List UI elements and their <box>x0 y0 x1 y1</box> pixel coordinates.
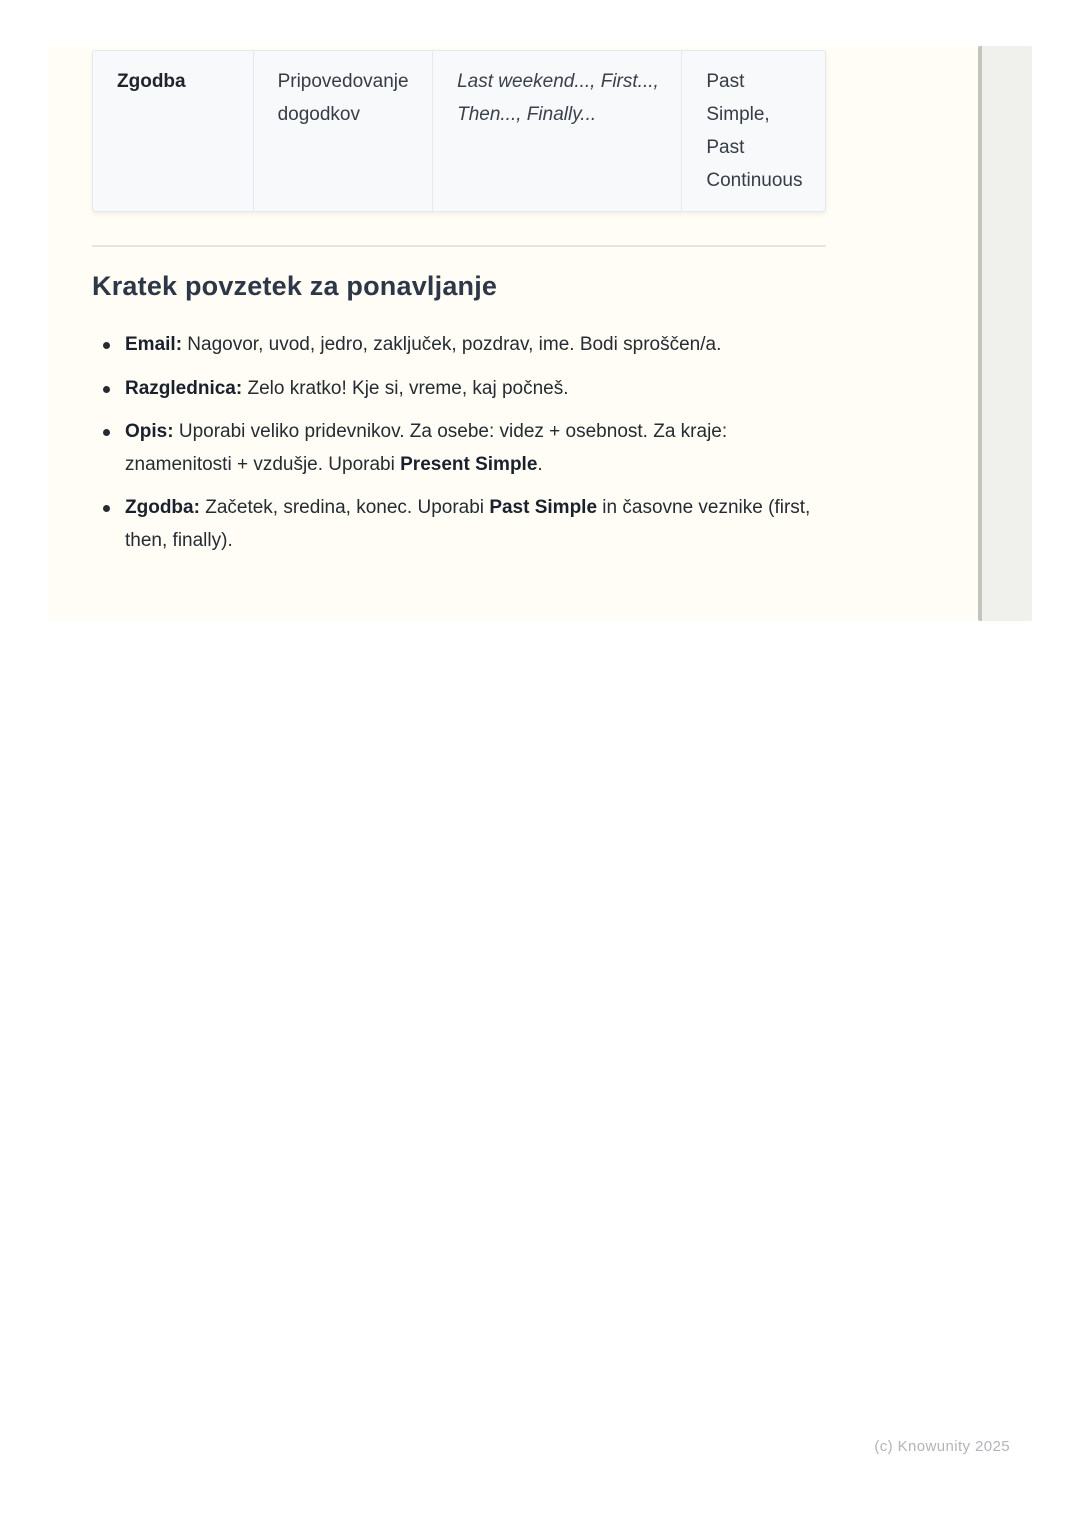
table-cell-tenses-text: Past Simple, Past Continuous <box>706 71 803 191</box>
list-item-zgodba-text-2: in časovne veznike (first, then, finally). <box>125 497 811 551</box>
list-item-razglednica <box>92 373 832 406</box>
text-types-table <box>92 50 826 212</box>
list-item-razglednica-label: Razglednica: <box>125 377 243 399</box>
table-cell-phrases-text: Last weekend..., First..., Then..., Finally... <box>457 71 659 125</box>
list-item-zgodba <box>92 492 832 557</box>
list-item-opis-text-2: . <box>537 453 543 475</box>
list-item-opis-label: Opis: <box>125 421 174 442</box>
section-divider <box>92 245 826 247</box>
list-item-zgodba-text-1: Začetek, sredina, konec. Uporabi <box>199 497 490 518</box>
content-panel <box>48 46 978 621</box>
table-cell-phrases <box>433 51 682 211</box>
list-item-email <box>92 329 832 362</box>
table-cell-type <box>93 51 254 211</box>
list-item-opis <box>92 416 832 481</box>
list-item-zgodba-label: Zgodba: <box>125 497 200 518</box>
list-item-email-label: Email: <box>125 334 183 355</box>
list-item-zgodba-bold-tense: Past Simple <box>489 497 598 518</box>
table-cell-type-text: Zgodba <box>117 71 186 92</box>
table-cell-tenses <box>682 51 825 211</box>
summary-list <box>92 329 832 557</box>
scrollbar-track[interactable] <box>978 46 1032 621</box>
list-item-opis-bold-tense: Present Simple <box>400 453 538 475</box>
table-cell-purpose <box>254 51 434 211</box>
list-item-email-text: Nagovor, uvod, jedro, zaključek, pozdrav, ime. Bodi sproščen/a. <box>182 334 722 355</box>
list-item-opis-text-1: Uporabi veliko pridevnikov. Za osebe: videz + osebnost. Za kraje: znamenitosti + vzdušje. Uporabi <box>125 421 728 475</box>
section-heading: Kratek povzetek za ponavljanje <box>92 271 498 301</box>
copyright-footer: (c) Knowunity 2025 <box>874 1438 1010 1455</box>
table-cell-purpose-text: Pripovedovanje dogodkov <box>277 71 409 125</box>
list-item-razglednica-text: Zelo kratko! Kje si, vreme, kaj počneš. <box>242 377 569 399</box>
